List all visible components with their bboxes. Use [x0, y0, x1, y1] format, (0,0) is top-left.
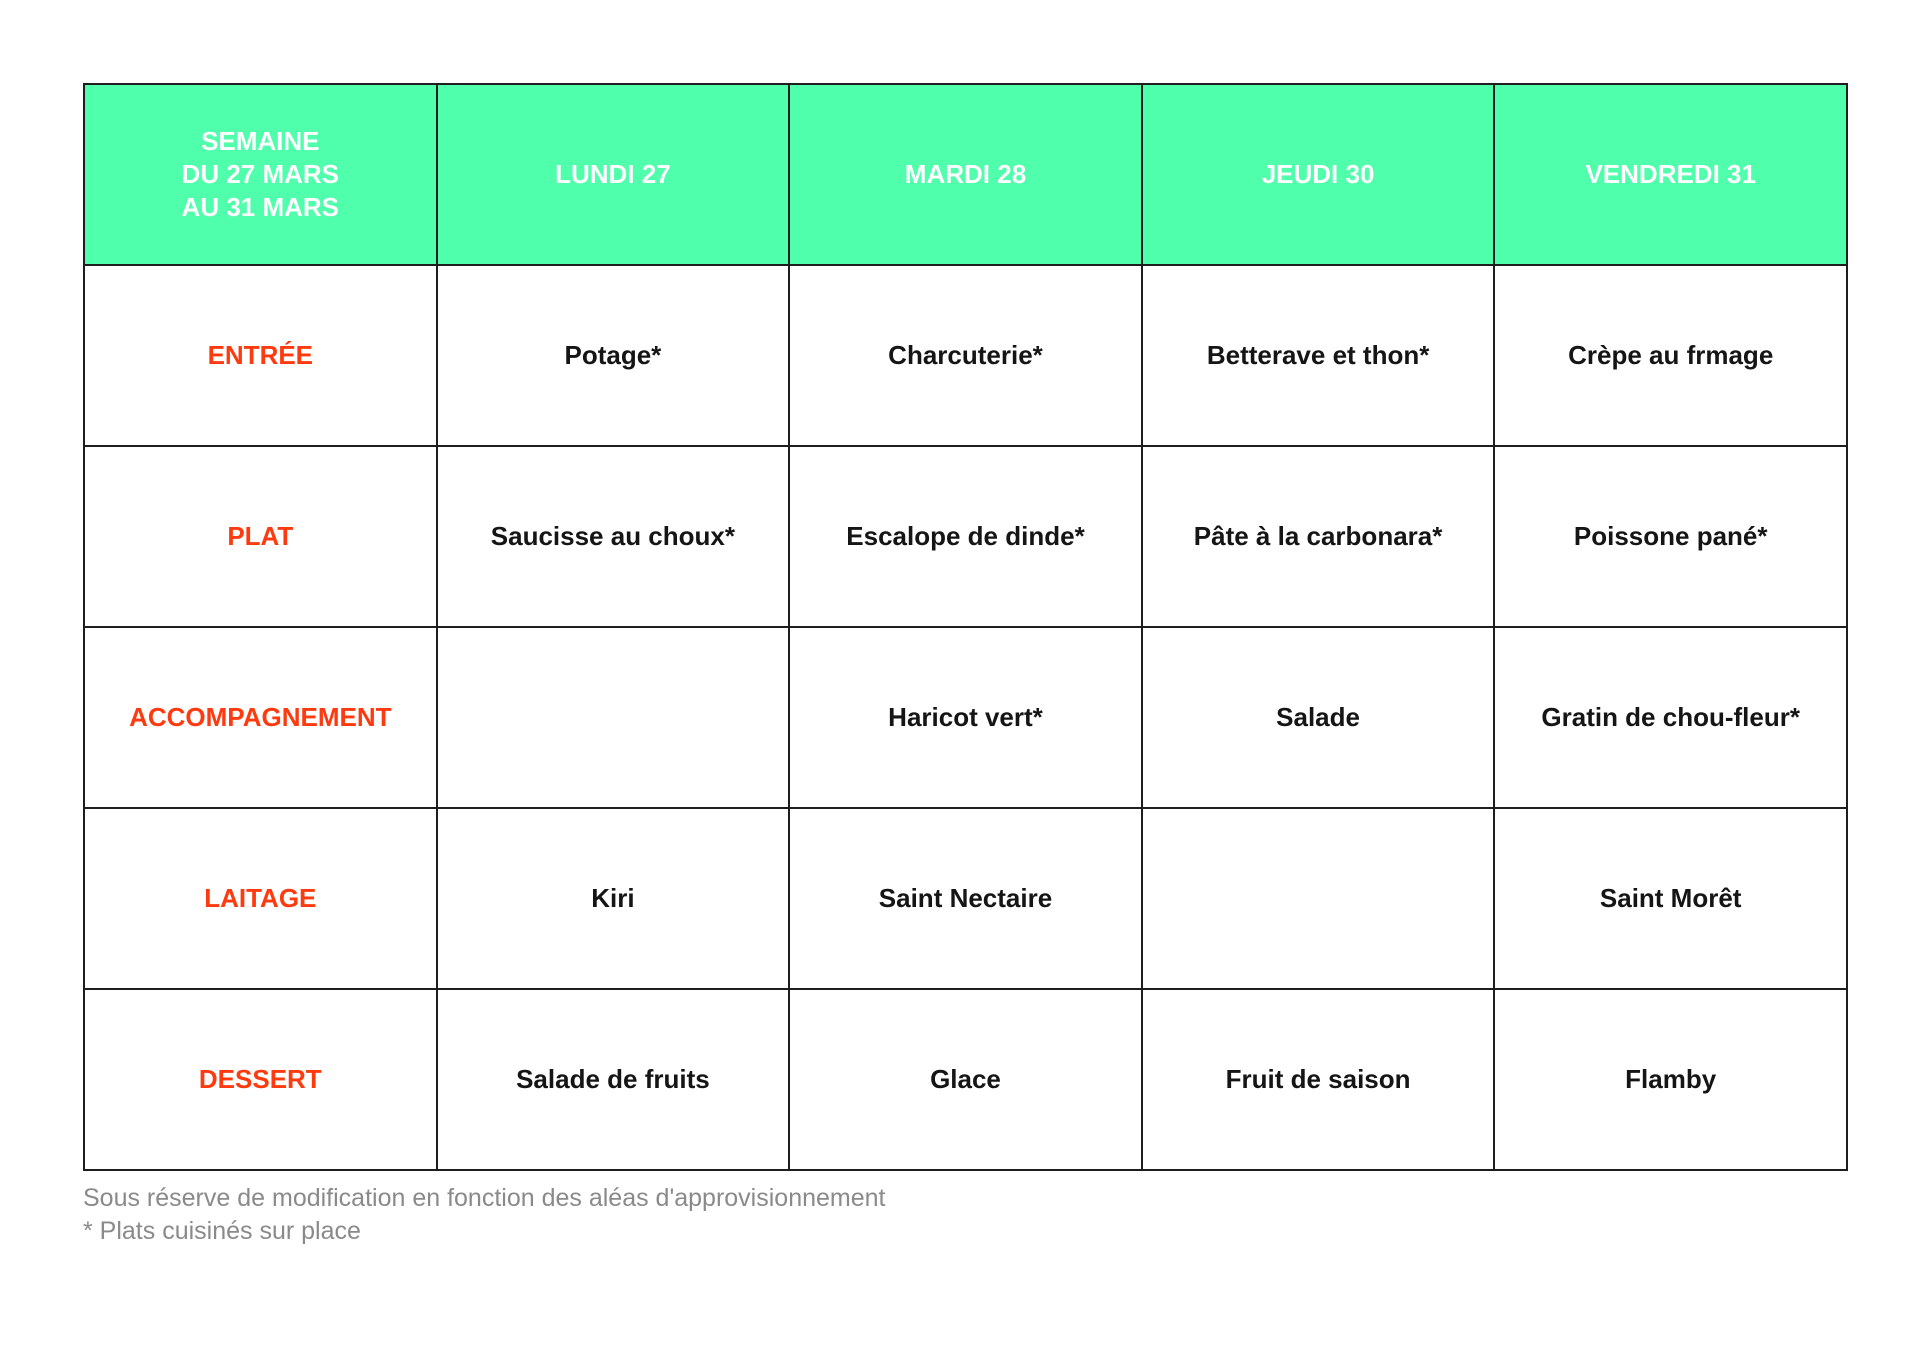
dish-cell: Pâte à la carbonara*	[1142, 446, 1495, 627]
row-plat	[84, 446, 1847, 627]
row-label-accompagnement: ACCOMPAGNEMENT	[84, 627, 437, 808]
row-label-laitage: LAITAGE	[84, 808, 437, 989]
day-header-friday: VENDREDI 31	[1494, 84, 1847, 265]
dish-cell: Escalope de dinde*	[789, 446, 1142, 627]
menu-table	[83, 83, 1848, 1171]
dish-cell: Betterave et thon*	[1142, 265, 1495, 446]
dish-cell: Fruit de saison	[1142, 989, 1495, 1170]
dish-cell: Saint Morêt	[1494, 808, 1847, 989]
dish-cell: Kiri	[437, 808, 790, 989]
footnote-disclaimer: Sous réserve de modification en fonction des aléas d'approvisionnement	[83, 1184, 886, 1212]
day-header-thursday: JEUDI 30	[1142, 84, 1495, 265]
footnote-homemade: * Plats cuisinés sur place	[83, 1217, 361, 1245]
dish-cell: Salade	[1142, 627, 1495, 808]
dish-cell: Poissone pané*	[1494, 446, 1847, 627]
dish-cell: Charcuterie*	[789, 265, 1142, 446]
dish-cell: Glace	[789, 989, 1142, 1170]
dish-cell	[1142, 808, 1495, 989]
dish-cell: Saint Nectaire	[789, 808, 1142, 989]
day-header-monday: LUNDI 27	[437, 84, 790, 265]
dish-cell: Gratin de chou-fleur*	[1494, 627, 1847, 808]
row-label-plat: PLAT	[84, 446, 437, 627]
dish-cell: Saucisse au choux*	[437, 446, 790, 627]
week-header-line: SEMAINE	[201, 126, 320, 156]
footnotes	[83, 1182, 885, 1248]
dish-cell	[437, 627, 790, 808]
header-row	[84, 84, 1847, 265]
week-header	[84, 84, 437, 265]
row-laitage	[84, 808, 1847, 989]
dish-cell: Potage*	[437, 265, 790, 446]
row-label-entree: ENTRÉE	[84, 265, 437, 446]
row-accompagnement	[84, 627, 1847, 808]
dish-cell: Haricot vert*	[789, 627, 1142, 808]
week-header-line: DU 27 MARS	[181, 159, 340, 189]
dish-cell: Crèpe au frmage	[1494, 265, 1847, 446]
row-label-dessert: DESSERT	[84, 989, 437, 1170]
week-header-line: AU 31 MARS	[181, 192, 340, 222]
dish-cell: Flamby	[1494, 989, 1847, 1170]
row-entree	[84, 265, 1847, 446]
day-header-tuesday: MARDI 28	[789, 84, 1142, 265]
row-dessert	[84, 989, 1847, 1170]
dish-cell: Salade de fruits	[437, 989, 790, 1170]
